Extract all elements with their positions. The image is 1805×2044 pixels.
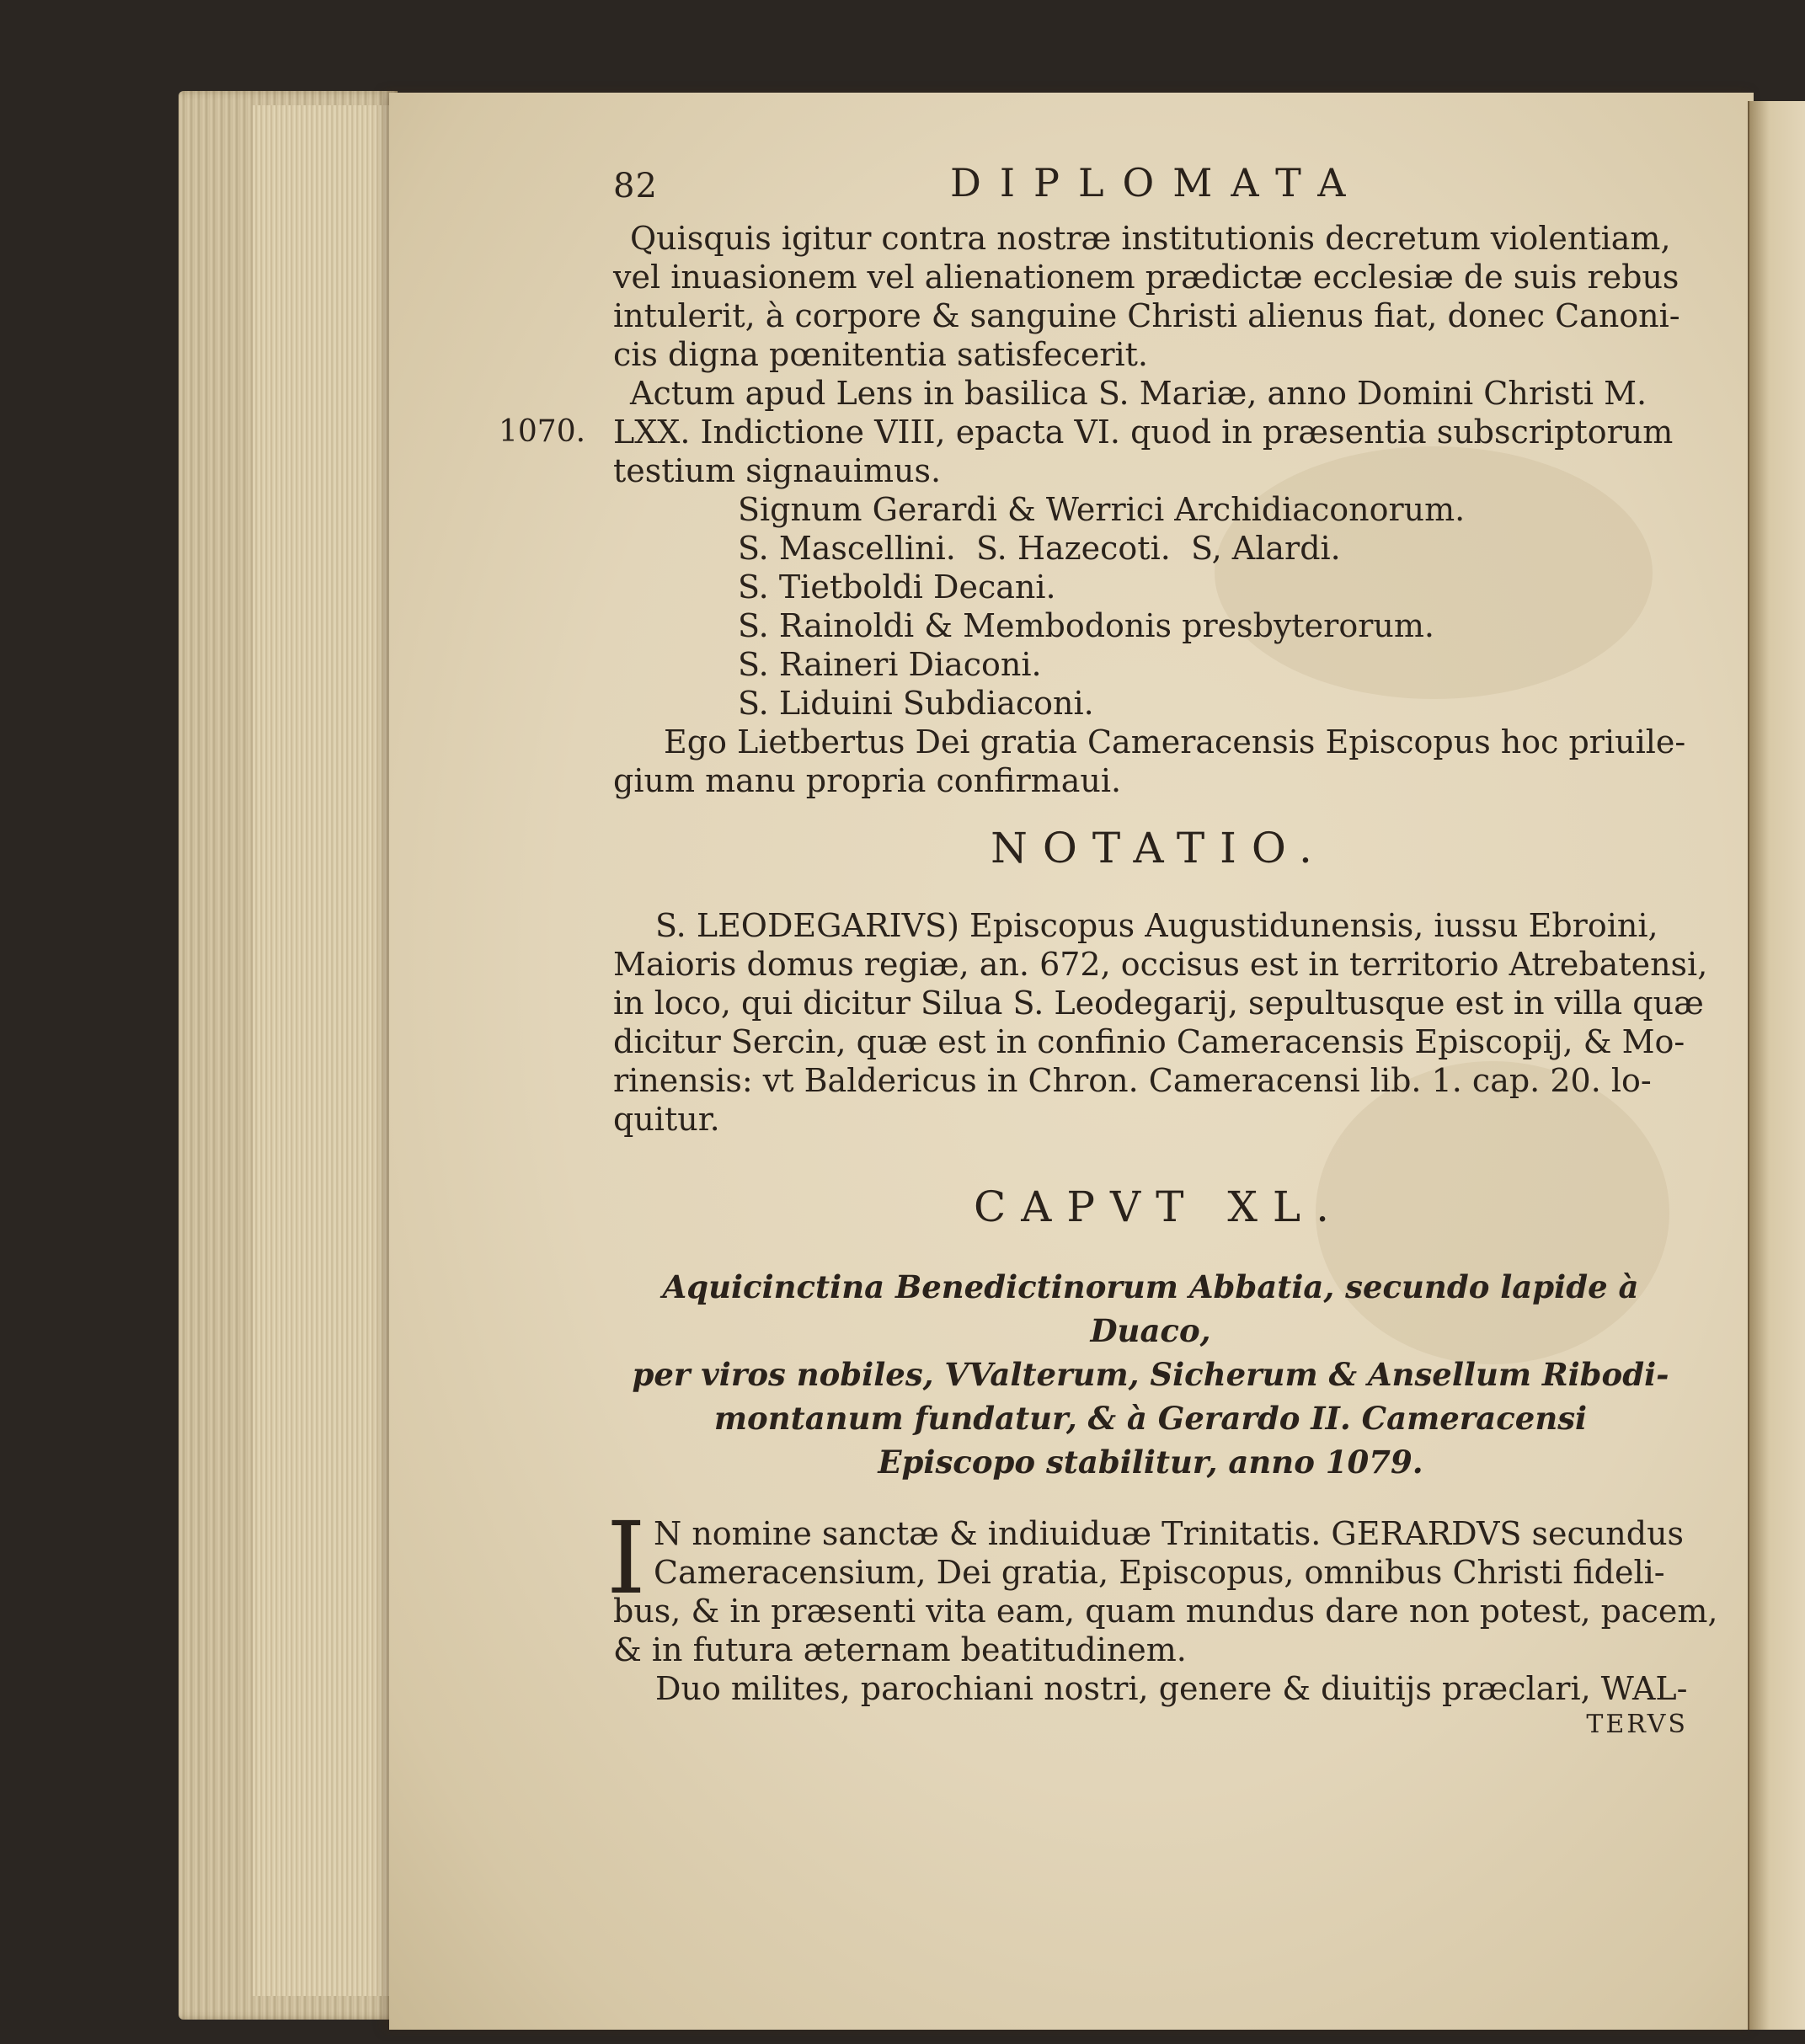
- signature-line: S. Raineri Diaconi.: [738, 646, 1042, 683]
- catchword: TERVS: [1586, 1710, 1688, 1739]
- page-header: [613, 160, 1688, 219]
- text-line: quitur.: [613, 1101, 720, 1138]
- text-line: cis digna pœnitentia satisfecerit.: [613, 336, 1149, 373]
- summary-line: Aquicinctina Benedictinorum Abbatia, secundo lapide à Duaco,: [662, 1268, 1639, 1349]
- text-line: dicitur Sercin, quæ est in confinio Cameracensis Episcopij, & Mo-: [613, 1023, 1685, 1060]
- text-line: rinensis: vt Baldericus in Chron. Cameracensi lib. 1. cap. 20. lo-: [613, 1062, 1652, 1099]
- page-number: 82: [613, 167, 658, 205]
- page-edges-inner: [253, 105, 400, 1996]
- charter-text: [499, 219, 1688, 490]
- chapter-body: [606, 1500, 1718, 1742]
- text-line: Actum apud Lens in basilica S. Mariæ, anno Domini Christi M.: [630, 375, 1647, 412]
- text-line: & in futura æternam beatitudinem.: [613, 1631, 1187, 1668]
- notatio-text: [613, 906, 1708, 1139]
- summary-line: montanum fundatur, & à Gerardo II. Cameracensi: [713, 1400, 1588, 1437]
- text-line: Ego Lietbertus Dei gratia Cameracensis Episcopus hoc priuile-: [664, 723, 1686, 760]
- text-line: Quisquis igitur contra nostræ institutionis decretum violentiam,: [630, 220, 1671, 257]
- body-lines: [613, 1514, 1718, 1708]
- text-line: N nomine sanctæ & indiuiduæ Trinitatis. GERARDVS secundus: [654, 1515, 1685, 1552]
- text-line: Maioris domus regiæ, an. 672, occisus est in territorio Atrebatensi,: [613, 946, 1708, 983]
- signature-line: S. Mascellini. S. Hazecoti. S, Alardi.: [738, 530, 1341, 567]
- signature-line: S. Tietboldi Decani.: [738, 568, 1056, 606]
- text-line: LXX. Indictione VIII, epacta VI. quod in præsentia subscriptorum: [613, 414, 1674, 451]
- summary-line: Episcopo stabilitur, anno 1079.: [878, 1444, 1423, 1481]
- page-text: [499, 160, 1718, 1742]
- text-line: gium manu propria confirmaui.: [613, 762, 1122, 799]
- running-title: DIPLOMATA: [950, 160, 1364, 205]
- signature-line: Signum Gerardi & Werrici Archidiaconorum.: [738, 491, 1466, 528]
- text-line: vel inuasionem vel alienationem prædictæ ecclesiæ de suis rebus: [613, 259, 1680, 296]
- text-line: bus, & in præsenti vita eam, quam mundus dare non potest, pacem,: [613, 1593, 1718, 1630]
- chapter-summary: [613, 1265, 1688, 1484]
- text-line-with-margin: [499, 413, 1688, 451]
- margin-year: 1070.: [499, 414, 586, 449]
- next-page-edge: [1748, 101, 1805, 2030]
- confirmation: [613, 723, 1688, 800]
- notatio-heading: NOTATIO.: [991, 824, 1327, 873]
- text-line: Cameracensium, Dei gratia, Episcopus, omnibus Christi fideli-: [654, 1554, 1665, 1591]
- signature-line: S. Liduini Subdiaconi.: [738, 685, 1094, 722]
- text-line: testium signauimus.: [613, 452, 942, 489]
- drop-cap: I: [606, 1500, 646, 1616]
- summary-line: per viros nobiles, VValterum, Sicherum & Ansellum Ribodi-: [632, 1356, 1669, 1393]
- signature-line: S. Rainoldi & Membodonis presbyterorum.: [738, 607, 1434, 644]
- text-line: S. LEODEGARIVS) Episcopus Augustidunensis, iussu Ebroini,: [655, 907, 1658, 944]
- signatures: [613, 490, 1688, 723]
- text-line: Duo milites, parochiani nostri, genere & diuitijs præclari, WAL-: [655, 1670, 1688, 1707]
- text-line: intulerit, à corpore & sanguine Christi alienus fiat, donec Canoni-: [613, 297, 1680, 334]
- text-line: in loco, qui dicitur Silua S. Leodegarij, sepultusque est in villa quæ: [613, 985, 1704, 1022]
- chapter-heading: CAPVT XL.: [973, 1182, 1345, 1231]
